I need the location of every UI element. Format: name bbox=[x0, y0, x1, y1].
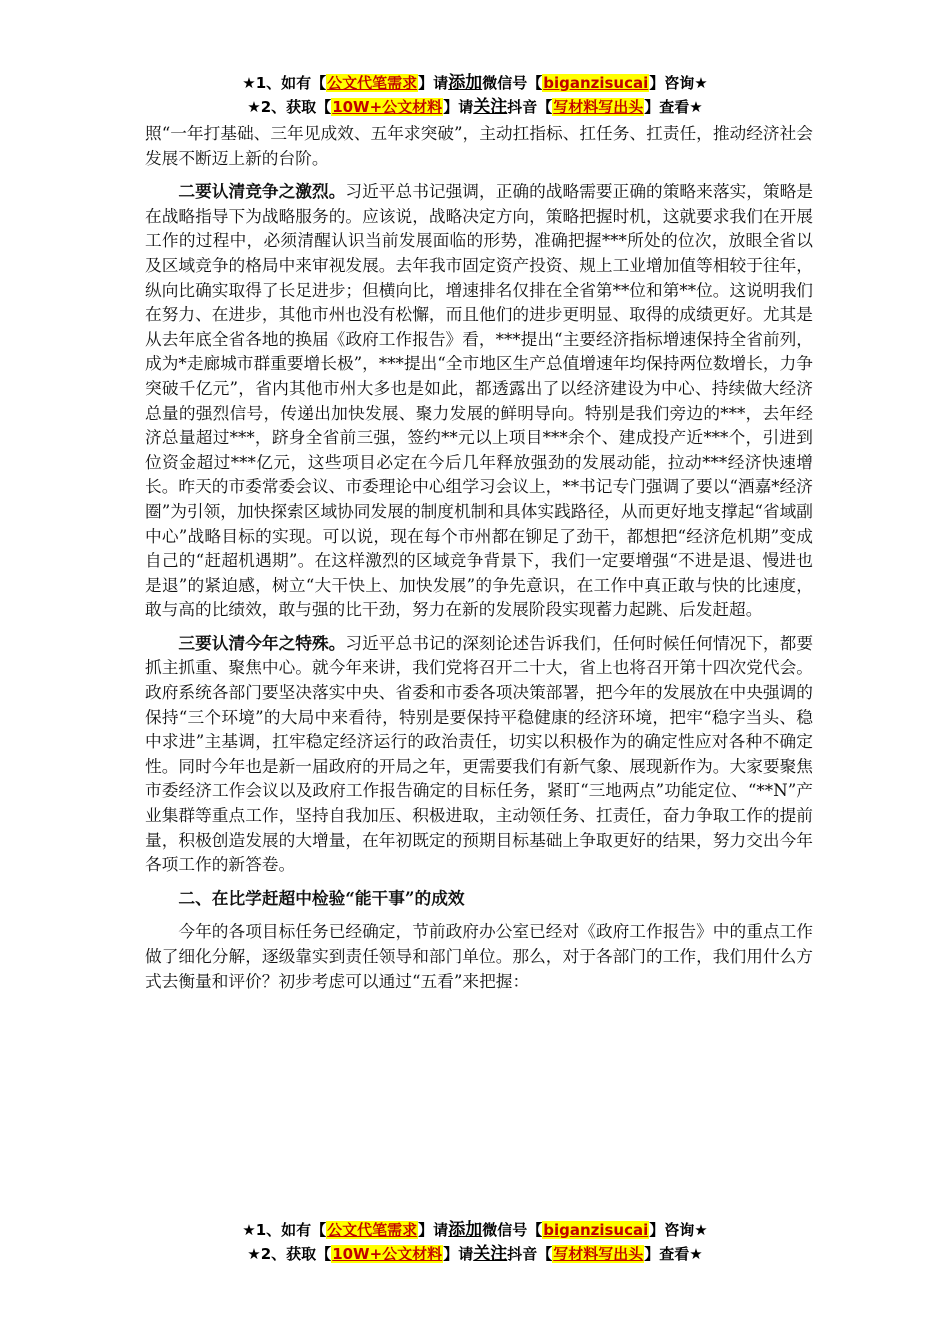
paragraph: 照“一年打基础、三年见成效、五年求突破”，主动扛指标、扛任务、扛责任，推动经济社会发展不断迈上新的台阶。 bbox=[145, 123, 813, 168]
douyin-account: 写材料写出头 bbox=[553, 1245, 644, 1263]
highlight-text: 10W+公文材料 bbox=[332, 98, 443, 116]
highlight-text: 公文代笔需求 bbox=[327, 74, 418, 92]
banner-text: 】请 bbox=[418, 74, 449, 92]
banner-text: 抖音【 bbox=[507, 98, 553, 116]
banner-text: 】请 bbox=[443, 98, 474, 116]
underlined-text: 添加 bbox=[448, 73, 483, 93]
banner-text: 抖音【 bbox=[507, 1245, 553, 1263]
banner-text: 微信号【 bbox=[482, 1221, 543, 1239]
highlight-text: 10W+公文材料 bbox=[332, 1245, 443, 1263]
banner-text: 】请 bbox=[418, 1221, 449, 1239]
banner-line-2 bbox=[0, 1242, 950, 1266]
banner-text: ★1、如有【 bbox=[242, 1221, 327, 1239]
wechat-id: biganzisucai bbox=[543, 74, 649, 92]
document-body bbox=[145, 121, 813, 1002]
banner-text: 】查看★ bbox=[644, 1245, 703, 1263]
banner-text: ★2、获取【 bbox=[247, 1245, 332, 1263]
underlined-text: 关注 bbox=[473, 97, 508, 117]
section-heading: 二、在比学赶超中检验“能干事”的成效 bbox=[178, 887, 465, 908]
banner-text: 微信号【 bbox=[482, 74, 543, 92]
banner-text: 】查看★ bbox=[644, 98, 703, 116]
banner-text: ★1、如有【 bbox=[242, 74, 327, 92]
banner-text: 】请 bbox=[443, 1245, 474, 1263]
paragraph: 今年的各项目标任务已经确定，节前政府办公室已经对《政府工作报告》中的重点工作做了细化分解，逐级靠实到责任领导和部门单位。那么，对于各部门的工作，我们用什么方式去衡量和评价？初步考虑可以通过“五看”来把握： bbox=[145, 921, 813, 991]
banner-text: 】咨询★ bbox=[649, 1221, 708, 1239]
banner-text: 】咨询★ bbox=[649, 74, 708, 92]
banner-text: ★2、获取【 bbox=[247, 98, 332, 116]
paragraph-text: 习近平总书记的深刻论述告诉我们，任何时候任何情况下，都要抓主抓重、聚焦中心。就今年来讲，我们党将召开二十大，省上也将召开第十四次党代会。政府系统各部门要坚决落实中央、省委和市委各项决策部署，把今年的发展放在中央强调的保持“三个环境”的大局中来看待，特别是要保持平稳健康的经济环境，把牢“稳字当头、稳中求进”主基调，扛牢稳定经济运行的政治责任，切实以积极作为的确定性应对各种不确定性。同时今年也是新一届政府的开局之年，更需要我们有新气象、展现新作为。大家要聚焦市委经济工作会议以及政府工作报告确定的目标任务，紧盯“三地两点”功能定位、“**N”产业集群等重点工作，坚持自我加压、积极进取，主动领任务、扛责任，奋力争取工作的提前量，积极创造发展的大增量，在年初既定的预期目标基础上争取更好的结果，努力交出今年各项工作的新答卷。 bbox=[145, 632, 814, 875]
paragraph-lead: 三要认清今年之特殊。 bbox=[178, 632, 346, 653]
banner-line-1 bbox=[0, 1218, 950, 1242]
paragraph bbox=[145, 631, 813, 877]
paragraph-text: 习近平总书记强调，正确的战略需要正确的策略来落实，策略是在战略指导下为战略服务的。应该说，战略决定方向，策略把握时机，这就要求我们在开展工作的过程中，必须清醒认识当前发展面临的形势，准确把握***所处的位次，放眼全省以及区域竞争的格局中来审视发展。去年我市固定资产投资、规上工业增加值等相较于往年，纵向比确实取得了长足进步；但横向比，增速排名仅排在全省第**位和第**位。这说明我们在努力、在进步，其他市州也没有松懈，而且他们的进步更明显、取得的成绩更好。尤其是从去年底全省各地的换届《政府工作报告》看，***提出“主要经济指标增速保持全省前列，成为*走廊城市群重要增长极”，***提出“全市地区生产总值增速年均保持两位数增长，力争突破千亿元”，省内其他市州大多也是如此，都透露出了以经济建设为中心、持续做大经济总量的强烈信号，传递出加快发展、聚力发展的鲜明导向。特别是我们旁边的***，去年经济总量超过***，跻身全省前三强，签约**元以上项目***余个、建成投产近***个，引进到位资金超过***亿元，这些项目必定在今后几年释放强劲的发展动能，拉动***经济快速增长。昨天的市委常委会议、市委理论中心组学习会议上，**书记专门强调了要以“酒嘉*经济圈”为引领，加快探索区域协同发展的制度机制和具体实践路径，从而更好地支撑起“省域副中心”战略目标的实现。可以说，现在每个市州都在铆足了劲干，都想把“经济危机期”变成自己的“赶超机遇期”。在这样激烈的区域竞争背景下，我们一定要增强“不进是退、慢进也是退”的紧迫感，树立“大干快上、加快发展”的争先意识，在工作中真正敢与快的比速度，敢与高的比绩效，敢与强的比干劲，努力在新的发展阶段实现蓄力起跳、后发赶超。 bbox=[145, 181, 814, 620]
header-banner bbox=[0, 71, 950, 119]
banner-line-1 bbox=[0, 71, 950, 95]
footer-banner bbox=[0, 1218, 950, 1266]
paragraph bbox=[145, 179, 813, 622]
banner-line-2 bbox=[0, 95, 950, 119]
highlight-text: 公文代笔需求 bbox=[327, 1221, 418, 1239]
underlined-text: 添加 bbox=[448, 1220, 483, 1240]
underlined-text: 关注 bbox=[473, 1244, 508, 1264]
wechat-id: biganzisucai bbox=[543, 1221, 649, 1239]
paragraph-lead: 二要认清竞争之激烈。 bbox=[178, 181, 346, 202]
douyin-account: 写材料写出头 bbox=[553, 98, 644, 116]
